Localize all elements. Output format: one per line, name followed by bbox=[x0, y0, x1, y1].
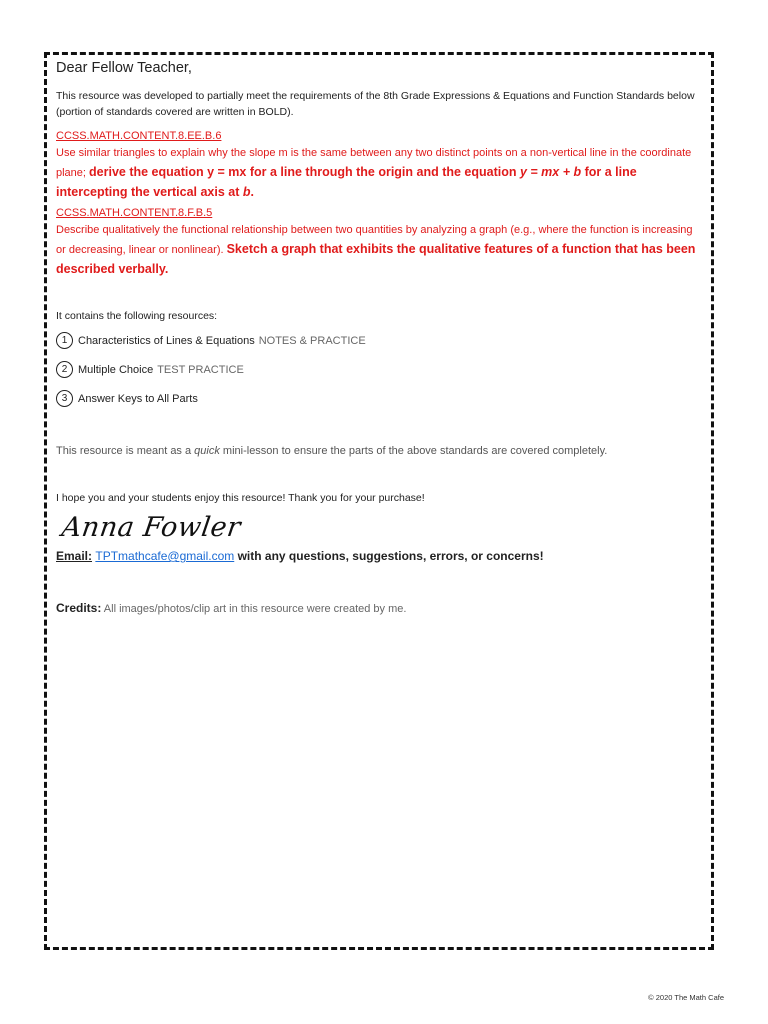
standard-plain-text: Use similar triangles to explain why the slope m is the same between any two distinct points on a non-vertical line in the coordinate plane; bbox=[56, 147, 692, 179]
email-link[interactable]: TPTmathcafe@gmail.com bbox=[95, 549, 235, 563]
standard-text-ee-b6 bbox=[56, 144, 696, 203]
credits-line bbox=[56, 601, 696, 615]
standard-bold-text bbox=[56, 165, 637, 199]
spacer bbox=[56, 284, 696, 310]
intro-paragraph: This resource was developed to partially meet the requirements of the 8th Grade Expressions & Equations and Function Standards below (portion of standards covered are written in BOLD). bbox=[56, 90, 695, 118]
standard-bold-text: Sketch a graph that exhibits the qualitative features of a function that has been described verbally. bbox=[56, 242, 696, 276]
greeting: Dear Fellow Teacher, bbox=[56, 60, 192, 76]
circled-number-icon: 1 bbox=[56, 332, 73, 349]
resource-title: Characteristics of Lines & Equations bbox=[78, 334, 255, 347]
standard-text-f-b5 bbox=[56, 221, 696, 280]
resource-item bbox=[56, 332, 696, 349]
bold-part-1: derive the equation y = mx for a line through the origin and the equation bbox=[89, 165, 520, 179]
resource-item bbox=[56, 361, 696, 378]
thank-you-note: I hope you and your students enjoy this resource! Thank you for your purchase! bbox=[56, 492, 425, 504]
purpose-statement bbox=[56, 445, 696, 457]
resource-title: Multiple Choice bbox=[78, 363, 154, 376]
bold-end: . bbox=[250, 185, 254, 199]
circled-number-icon: 3 bbox=[56, 390, 73, 407]
credits-text: All images/photos/clip art in this resource were created by me. bbox=[101, 603, 407, 615]
credits-label: Credits: bbox=[56, 601, 102, 615]
email-label: Email: bbox=[56, 549, 93, 563]
bold-part-2: for a line intercepting the vertical axis at bbox=[56, 165, 637, 199]
standard-link-f-b5[interactable]: CCSS.MATH.CONTENT.8.F.B.5 bbox=[56, 207, 213, 219]
signature: Anna Fowler bbox=[59, 512, 243, 543]
resource-item bbox=[56, 390, 696, 407]
standard-plain-text: Describe qualitatively the functional relationship between two quantities by analyzing a graph (e.g., where the function is increasing or decreasing, linear or nonlinear). bbox=[56, 224, 693, 256]
email-line bbox=[56, 549, 696, 563]
copyright-footer: © 2020 The Math Cafe bbox=[648, 993, 724, 1002]
resource-tag: TEST PRACTICE bbox=[157, 363, 244, 376]
circled-number-icon: 2 bbox=[56, 361, 73, 378]
contains-label: It contains the following resources: bbox=[56, 310, 218, 322]
resource-tag: NOTES & PRACTICE bbox=[258, 334, 366, 347]
purpose-text-pre: This resource is meant as a bbox=[56, 445, 195, 457]
resource-title: Answer Keys to All Parts bbox=[78, 392, 198, 405]
email-suffix: with any questions, suggestions, errors, or concerns! bbox=[234, 549, 544, 563]
bold-variable: b bbox=[242, 185, 251, 199]
letter-body bbox=[56, 60, 696, 615]
purpose-italic: quick bbox=[194, 445, 220, 457]
standard-link-ee-b6[interactable]: CCSS.MATH.CONTENT.8.EE.B.6 bbox=[56, 130, 222, 142]
purpose-text-post: mini-lesson to ensure the parts of the above standards are covered completely. bbox=[219, 445, 608, 457]
bold-equation: y = mx + b bbox=[519, 165, 582, 179]
